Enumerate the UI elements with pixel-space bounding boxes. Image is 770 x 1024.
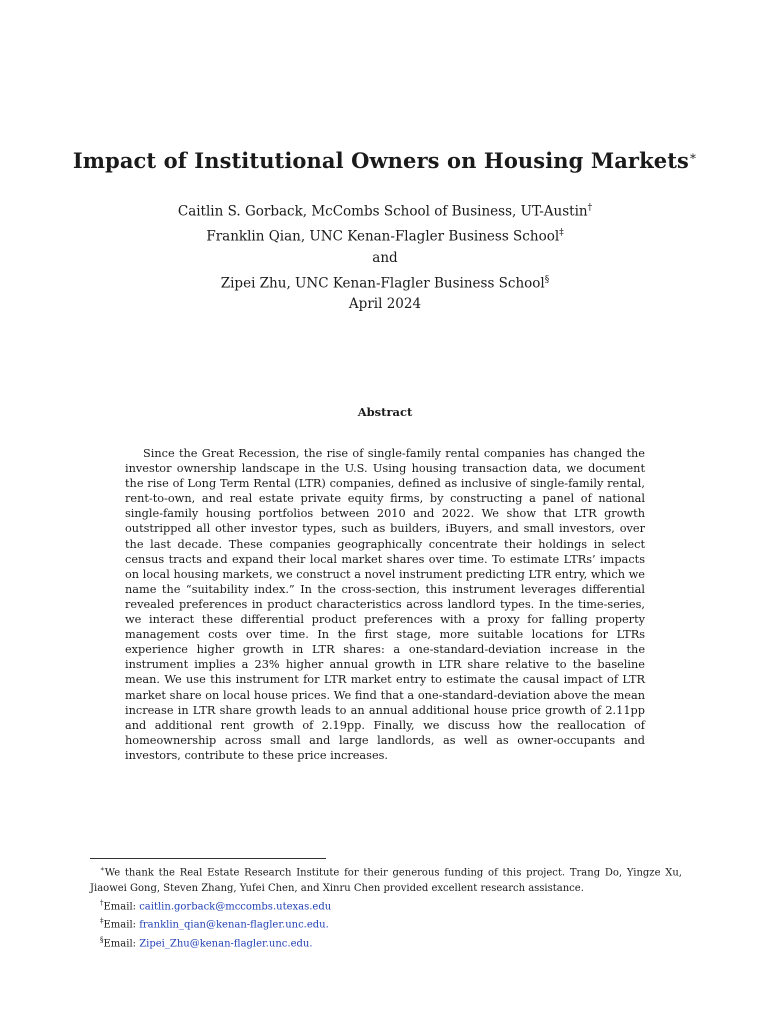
author-footnote-mark: † <box>587 203 593 213</box>
email-link-gorback[interactable]: caitlin.gorback@mccombs.utexas.edu <box>139 901 332 913</box>
author-line <box>0 198 770 223</box>
email-link-qian[interactable]: franklin_qian@kenan-flagler.unc.edu. <box>139 919 329 931</box>
abstract-body: Since the Great Recession, the rise of single-family rental companies has changed the investor ownership landscape in the U.S. Using housing transaction data, we document the rise of Long Term Rental (LTR) companies, defined as inclusive of single-family rental, rent-to-own, and real estate private equity firms, by constructing a panel of national single-family housing portfolios between 2010 and 2022. We show that LTR growth outstripped all other investor types, such as builders, iBuyers, and small investors, over the last decade. These companies geographically concentrate their holdings in select census tracts and expand their local market shares over time. To estimate LTRs’ impacts on local housing markets, we construct a novel instrument predicting LTR entry, which we name the “suitability index.” In the cross-section, this instrument leverages differential revealed preferences in product characteristics across landlord types. In the time-series, we interact these differential product preferences with a proxy for falling property management costs over time. In the first stage, more suitable locations for LTRs experience higher growth in LTR shares: a one-standard-deviation increase in the instrument implies a 23% higher annual growth in LTR share relative to the baseline mean. We use this instrument for LTR market entry to estimate the causal impact of LTR market share on local house prices. We find that a one-standard-deviation above the mean increase in LTR share growth leads to an annual additional house price growth of 2.11pp and additional rent growth of 2.19pp. Finally, we discuss how the reallocation of homeownership across small and large landlords, as well as owner-occupants and investors, contribute to these price increases. <box>125 447 645 762</box>
title-footnote-mark: ∗ <box>688 149 698 163</box>
author-conjunction: and <box>372 250 398 266</box>
author-footnote-mark: § <box>544 274 550 285</box>
footnote-email-zhu <box>90 933 682 952</box>
footnote-mark: ‡ <box>100 917 104 926</box>
footnote-mark: § <box>100 935 104 944</box>
publication-date: April 2024 <box>348 296 422 312</box>
author-footnote-mark: ‡ <box>559 228 564 238</box>
footnotes <box>90 862 682 951</box>
author-block <box>0 198 770 295</box>
author-zhu: Zipei Zhu, UNC Kenan-Flagler Business School <box>220 275 545 291</box>
paper-title <box>0 148 770 173</box>
footnote-mark: † <box>100 898 104 907</box>
footnote-email-qian <box>90 914 682 933</box>
footnote-mark: ∗ <box>100 865 105 873</box>
footnote-thanks-text: We thank the Real Estate Research Institute for their generous funding of this project. Trang Do, Yingze Xu, Jiaowei Gong, Steven Zhang, Yufei Chen, and Xinru Chen provided excellent research assistance. <box>90 867 682 894</box>
title-text: Impact of Institutional Owners on Housing Markets <box>72 148 689 173</box>
email-label: Email: <box>103 919 137 931</box>
footnote-thanks <box>90 862 682 896</box>
email-label: Email: <box>103 901 137 913</box>
footnote-email-gorback <box>90 896 682 915</box>
email-link-zhu[interactable]: Zipei_Zhu@kenan-flagler.unc.edu. <box>139 938 313 950</box>
author-gorback: Caitlin S. Gorback, McCombs School of Business, UT-Austin <box>177 203 588 220</box>
footnote-rule <box>90 858 326 859</box>
abstract-heading: Abstract <box>357 405 413 419</box>
author-qian: Franklin Qian, UNC Kenan-Flagler Business School <box>206 228 560 245</box>
author-line <box>0 223 770 248</box>
email-label: Email: <box>103 938 137 950</box>
author-line <box>0 270 770 295</box>
